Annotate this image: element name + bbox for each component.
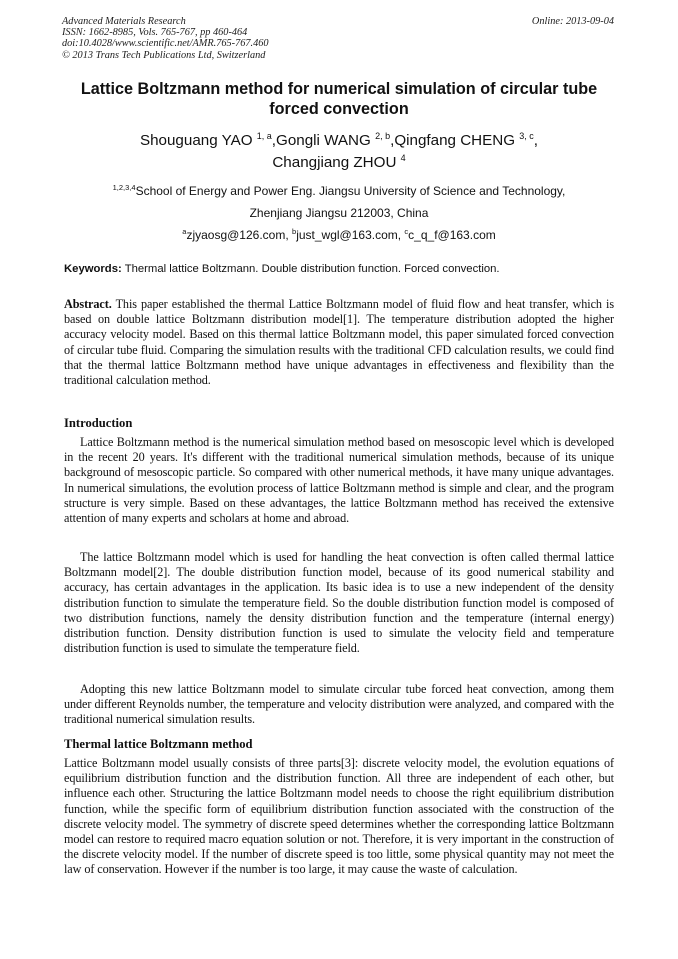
affiliation-line-1 [64, 180, 614, 202]
paragraph: Lattice Boltzmann model usually consists of three parts[3]: discrete velocity model, the evolution equations of equilibrium distribution function and the distribution function. All three are independent of each other, but influence each other. Structuring the lattice Boltzmann model needs to choose the right equilibrium distribution function, while the specific form of equilibrium distribution function associated with the construction of the discrete velocity model. The symmetry of discrete speed determines whether the corresponding lattice Boltzmann model can restore to required macro equation solution or not. Therefore, it is very important in the construction of the discrete velocity model. If the number of discrete speed is too little, some physical quantity may not meet the law of conservation. However if the number is too large, it may cause the waste of calculation. [64, 756, 614, 877]
journal-meta [62, 16, 269, 61]
paper-title: Lattice Boltzmann method for numerical simulation of circular tube forced convection [80, 80, 598, 118]
section-heading-introduction: Introduction [64, 416, 133, 430]
author-name: Qingfang CHENG [394, 132, 516, 149]
email-mark: a [182, 227, 187, 236]
keywords [64, 262, 614, 276]
email-address[interactable]: c_q_f@163.com [408, 228, 496, 242]
author-line-2 [64, 152, 614, 174]
affiliation [64, 180, 614, 246]
email-mark: c [404, 227, 409, 236]
author-affil-mark: 2, b [375, 131, 391, 141]
abstract [64, 297, 614, 388]
copyright-line: © 2013 Trans Tech Publications Ltd, Switzerland [62, 49, 266, 61]
affiliation-marks: 1,2,3,4 [112, 183, 136, 192]
email-mark: b [292, 227, 297, 236]
author-affil-mark: 1, a [256, 131, 272, 141]
journal-name: Advanced Materials Research [62, 16, 186, 27]
author-affil-mark: 3, c [519, 131, 534, 141]
institution-name: School of Energy and Power Eng. Jiangsu University of Science and Technology, [135, 184, 566, 198]
author-name: Gongli WANG [276, 132, 371, 149]
author-line-1: Shouguang YAO $^{1, a}$,Gongli WANG $^{2, b}$,Qingfang CHENG $^{3, c}$, [139, 131, 539, 149]
affiliation-line-2: Zhenjiang Jiangsu 212003, China [249, 206, 429, 220]
paragraph: Adopting this new lattice Boltzmann model to simulate circular tube forced heat convection, among them under different Reynolds number, the temperature and velocity distribution were analyzed, and compared with the traditional numerical simulation results. [64, 682, 614, 727]
keywords-text: Thermal lattice Boltzmann. Double distribution function. Forced convection. [124, 263, 500, 275]
email-line: $^a$zjyaosg@126.com, $^b$just_wgl@163.com, $^c$c_q_f@163.com [182, 227, 496, 242]
paragraph: The lattice Boltzmann model which is used for handling the heat convection is often called thermal lattice Boltzmann model[2]. The double distribution function model, because of its good numerical stability and accuracy, has certain advantages in the application. Its basic idea is to use a new independent of the density distribution function to simulate the temperature field. So the double distribution function model is composed of two distribution functions, namely the density distribution function and the temperature (internal energy) distribution function. Density distribution function is used to simulate the velocity field and temperature distribution function is used to simulate the temperature field. [64, 550, 614, 656]
author-name: Shouguang YAO [139, 132, 253, 149]
email-address[interactable]: just_wgl@163.com [296, 228, 398, 242]
doi-line: doi:10.4028/www.scientific.net/AMR.765-767.460 [62, 38, 269, 50]
issn-line: ISSN: 1662-8985, Vols. 765-767, pp 460-464 [62, 27, 248, 39]
abstract-text: This paper established the thermal Lattice Boltzmann model of fluid flow and heat transfer, which is based on double lattice Boltzmann distribution model[1]. The temperature distribution adopted the higher accuracy velocity model. Based on this thermal lattice Boltzmann model, this paper simulated forced convection of circular tube fluid. Comparing the simulation results with the traditional CFD calculation results, we could find that the thermal lattice Boltzmann method have unique advantages in effectiveness and flexibility than the traditional calculation method. [64, 297, 614, 388]
keywords-label: Keywords: [64, 263, 122, 275]
author-list [64, 130, 614, 174]
online-date: Online: 2013-09-04 [531, 16, 614, 27]
section-heading-thermal-lbm: Thermal lattice Boltzmann method [64, 737, 253, 751]
abstract-label: Abstract. [64, 297, 112, 311]
email-address[interactable]: zjyaosg@126.com [186, 228, 286, 242]
paragraph: Lattice Boltzmann method is the numerical simulation method based on mesoscopic level which is developed in the recent 20 years. It's different with the traditional numerical simulation methods, because of its unique background of mesoscopic particle. So compared with other numerical methods, it have many unique advantages. In numerical simulations, the evolution process of lattice Boltzmann method is simple and clear, and the program structure is very simple. Based on these advantages, the lattice Boltzmann method has received the extensive attention of many experts and scholars at home and abroad. [64, 435, 614, 526]
author-name: Changjiang ZHOU [272, 154, 397, 171]
author-affil-mark: 4 [400, 153, 406, 163]
